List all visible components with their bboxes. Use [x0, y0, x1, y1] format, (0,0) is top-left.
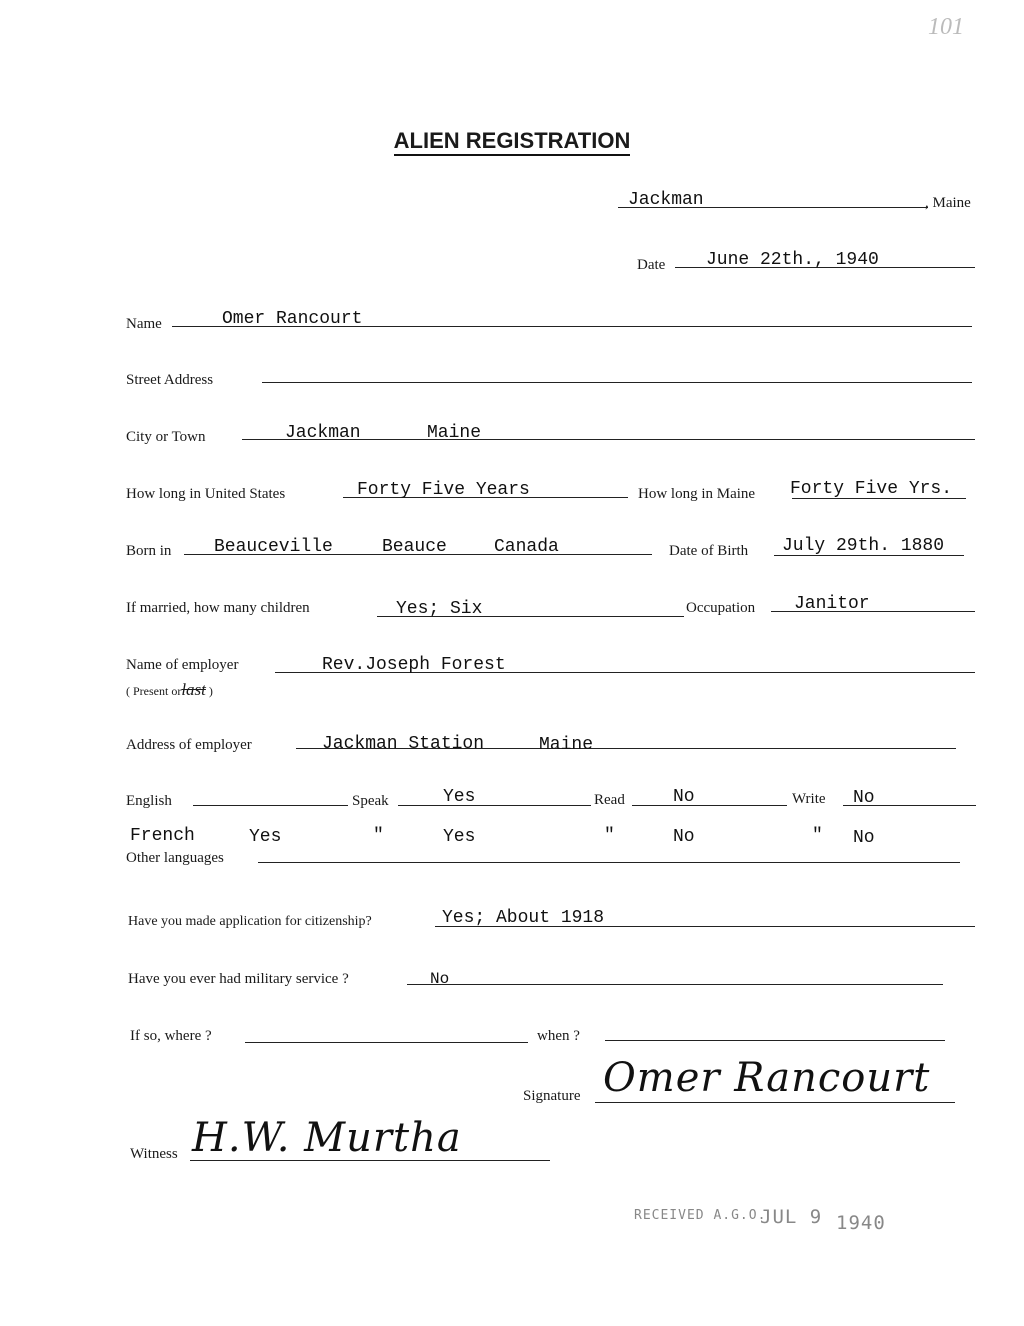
employer-sublabel: ( Present orlast ) — [126, 680, 213, 699]
street-address-line — [262, 382, 972, 383]
employer-sublabel-mark: last — [181, 680, 206, 699]
english-read-value: No — [673, 787, 695, 807]
received-stamp-date: JUL 9 — [760, 1206, 823, 1228]
born-town-value: Beauceville — [214, 537, 333, 557]
french-ditto-read: " — [604, 826, 615, 846]
english-line — [193, 805, 348, 806]
speak-line — [398, 805, 591, 806]
french-ditto-speak: " — [373, 826, 384, 846]
citizenship-label: Have you made application for citizenship? — [128, 914, 372, 929]
witness-handwritten: H.W. Murtha — [192, 1115, 462, 1161]
if-so-where-label: If so, where ? — [130, 1028, 212, 1044]
corner-number: 101 — [928, 14, 964, 40]
how-long-us-label: How long in United States — [126, 486, 286, 502]
signature-line — [595, 1102, 955, 1103]
read-label: Read — [594, 792, 625, 808]
how-long-us-value: Forty Five Years — [357, 480, 530, 500]
employer-address-state: Maine — [539, 735, 594, 755]
city-state-value: Maine — [427, 423, 482, 443]
signature-handwritten: Omer Rancourt — [603, 1055, 931, 1101]
military-label: Have you ever had military service ? — [128, 971, 349, 987]
if-so-where-line — [245, 1042, 528, 1043]
employer-address-value: Jackman Station — [322, 734, 485, 754]
employer-address-label: Address of employer — [126, 737, 252, 753]
military-line — [407, 984, 943, 985]
how-long-maine-value: Forty Five Yrs. — [790, 479, 953, 499]
occupation-value: Janitor — [794, 594, 870, 614]
children-label: If married, how many children — [126, 600, 310, 616]
born-county-value: Beauce — [382, 537, 447, 557]
name-value: Omer Rancourt — [222, 309, 363, 329]
when-line — [605, 1040, 945, 1041]
date-of-birth-label: Date of Birth — [669, 543, 749, 559]
french-write-value: No — [853, 828, 875, 848]
how-long-maine-label: How long in Maine — [638, 486, 756, 502]
name-label: Name — [126, 316, 162, 332]
form-title: ALIEN REGISTRATION — [0, 128, 1024, 154]
date-value: June 22th., 1940 — [706, 250, 879, 270]
write-label: Write — [792, 791, 826, 807]
date-of-birth-value: July 29th. 1880 — [782, 536, 945, 556]
born-in-label: Born in — [126, 543, 172, 559]
english-write-value: No — [853, 788, 875, 808]
children-value: Yes; Six — [396, 599, 483, 619]
location-state-label: , Maine — [925, 195, 971, 211]
location-value: Jackman — [628, 190, 704, 210]
employer-value: Rev.Joseph Forest — [322, 655, 506, 675]
french-language: French — [130, 826, 195, 846]
speak-label: Speak — [352, 793, 389, 809]
date-label: Date — [637, 257, 666, 273]
witness-label: Witness — [130, 1146, 178, 1162]
other-languages-line — [258, 862, 960, 863]
occupation-label: Occupation — [686, 600, 756, 616]
street-address-label: Street Address — [126, 372, 214, 388]
when-label: when ? — [537, 1028, 580, 1044]
french-read-value: No — [673, 827, 695, 847]
city-value: Jackman — [285, 423, 361, 443]
french-value: Yes — [249, 827, 282, 847]
english-label: English — [126, 793, 172, 809]
received-stamp-year: 1940 — [836, 1212, 886, 1234]
citizenship-value: Yes; About 1918 — [442, 908, 605, 928]
other-languages-label: Other languages — [126, 850, 224, 866]
read-line — [632, 805, 787, 806]
french-speak-value: Yes — [443, 827, 476, 847]
employer-label: Name of employer — [126, 657, 239, 673]
signature-label: Signature — [523, 1088, 581, 1104]
french-ditto-write: " — [812, 826, 823, 846]
received-stamp-text: RECEIVED A.G.O. — [634, 1208, 767, 1223]
english-speak-value: Yes — [443, 787, 476, 807]
city-label: City or Town — [126, 429, 206, 445]
born-country-value: Canada — [494, 537, 559, 557]
military-value: No — [430, 970, 450, 988]
